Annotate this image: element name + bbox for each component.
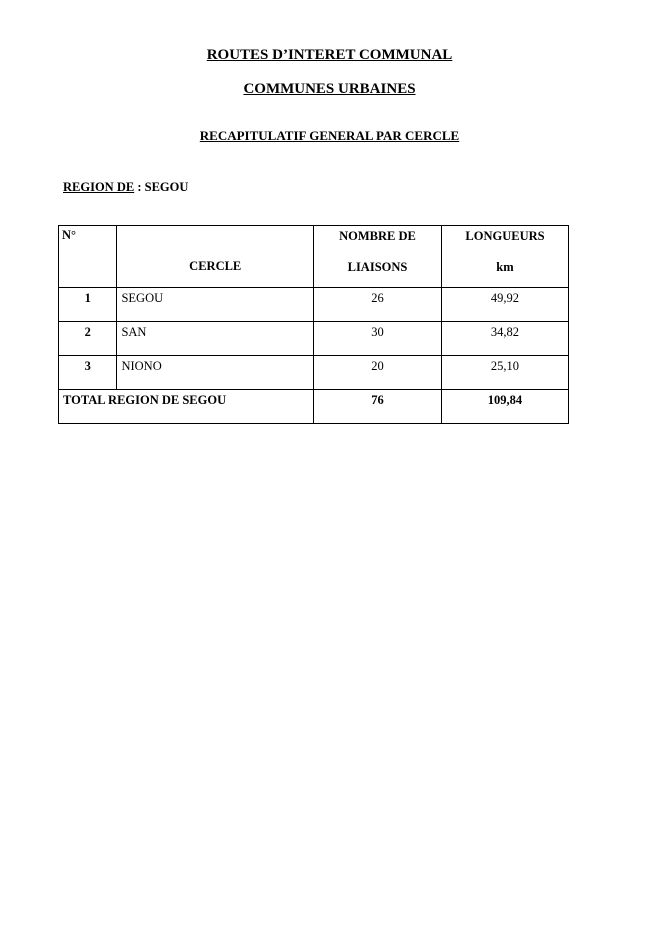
row-cercle: SEGOU	[117, 288, 314, 322]
document-subtitle: COMMUNES URBAINES	[243, 81, 416, 97]
table-row	[59, 288, 569, 322]
total-liaisons: 76	[313, 390, 441, 424]
row-longueur: 34,82	[441, 322, 568, 356]
header-longueurs-line2: km	[496, 260, 514, 274]
header-nombre-cell	[313, 226, 441, 288]
row-number: 3	[59, 356, 117, 390]
recap-table	[58, 225, 569, 424]
section-title: RECAPITULATIF GENERAL PAR CERCLE	[199, 128, 460, 143]
header-nombre-line2: LIAISONS	[347, 260, 408, 274]
row-number: 1	[59, 288, 117, 322]
row-liaisons: 26	[313, 288, 441, 322]
row-longueur: 49,92	[441, 288, 568, 322]
row-liaisons: 30	[313, 322, 441, 356]
row-longueur: 25,10	[441, 356, 568, 390]
region-value: SEGOU	[144, 180, 189, 194]
region-line	[63, 180, 188, 195]
header-cercle-cell	[117, 226, 314, 288]
header-no-cell	[59, 226, 117, 288]
region-label: REGION DE	[63, 180, 135, 194]
region-separator: :	[134, 180, 145, 194]
table-header-row	[59, 226, 569, 288]
row-cercle: NIONO	[117, 356, 314, 390]
table-total-row	[59, 390, 569, 424]
header-nombre-line1: NOMBRE DE	[339, 229, 416, 243]
header-longueurs-cell	[441, 226, 568, 288]
row-liaisons: 20	[313, 356, 441, 390]
table-row	[59, 322, 569, 356]
total-label: TOTAL REGION DE SEGOU	[59, 390, 314, 424]
header-longueurs-line1: LONGUEURS	[465, 229, 545, 243]
row-cercle: SAN	[117, 322, 314, 356]
table-row	[59, 356, 569, 390]
header-no: N°	[62, 228, 77, 242]
document-title: ROUTES D’INTERET COMMUNAL	[206, 47, 453, 63]
total-longueur: 109,84	[441, 390, 568, 424]
header-cercle: CERCLE	[189, 259, 242, 273]
row-number: 2	[59, 322, 117, 356]
